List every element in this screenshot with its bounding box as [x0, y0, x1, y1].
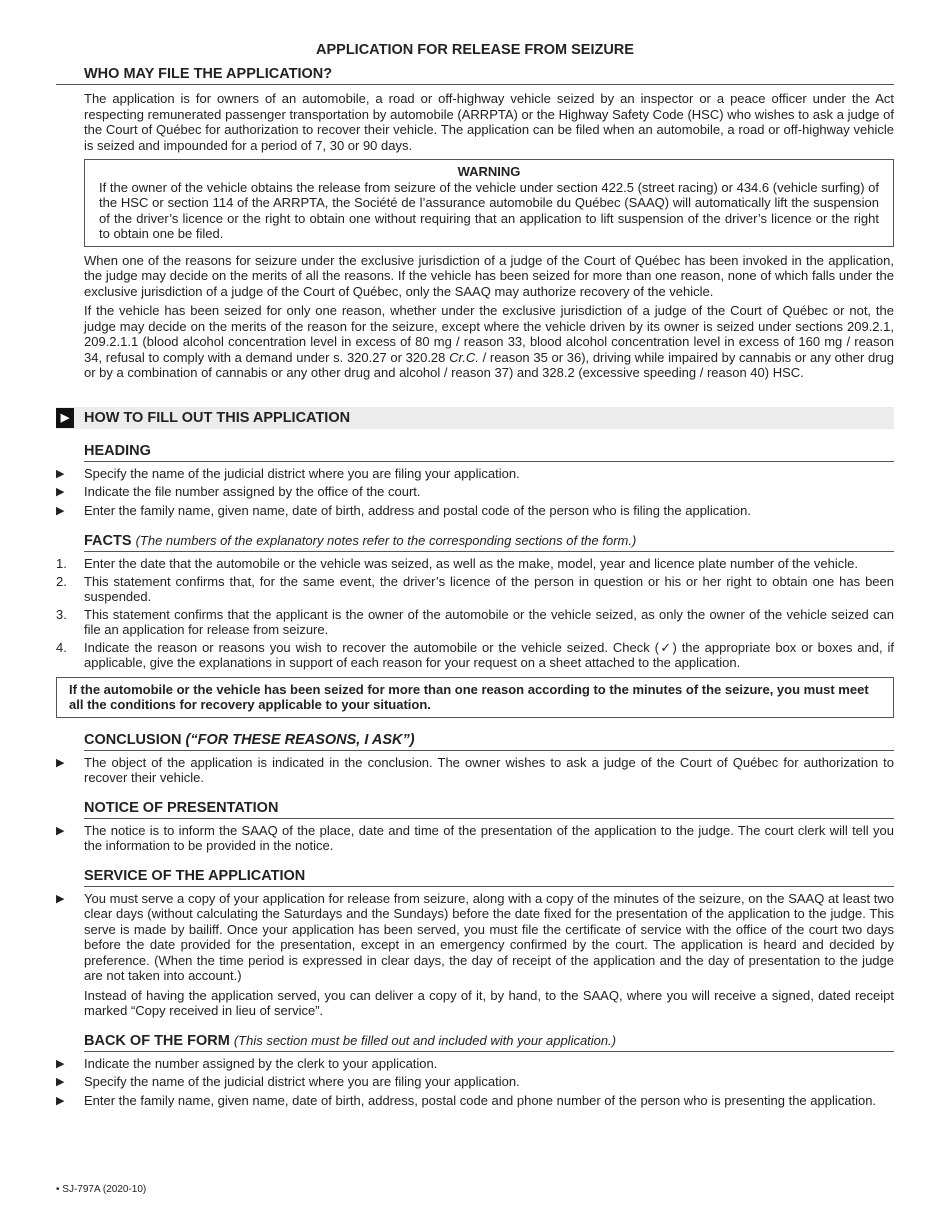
back-note: (This section must be filled out and included with your application.) — [233, 1032, 617, 1048]
who-paragraph-3-b: / reason 35 or 36), driving while impaired by cannabis or any other drug or by a combination of cannabis or any other drug and alcohol / reason 37) and 328.2 (excessive speeding / reason 40) HSC. — [84, 349, 894, 380]
facts-list — [56, 556, 894, 671]
list-item: ▶ The notice is to inform the SAAQ of the place, date and time of the presentation of the application to the judge. The court clerk will tell you the information to be provided in the notice. — [56, 822, 894, 853]
play-arrow-icon: ▶ — [56, 408, 74, 428]
warning-text: If the owner of the vehicle obtains the release from seizure of the vehicle under section 422.5 (street racing) or 434.6 (vehicle surfing) of the HSC or section 114 of the ARRPTA, the Société de l’assurance automobile du Québec (SAAQ) will automatically lift the suspension of the driver’s licence or the right to obtain one without requiring that an application to lift suspension of the driver’s licence or the right to obtain one be filed. — [99, 179, 879, 241]
service-list — [56, 891, 894, 984]
list-item: ▶ Enter the family name, given name, date of birth, address and postal code of the person who is filing the application. — [56, 502, 752, 518]
how-to-heading: HOW TO FILL OUT THIS APPLICATION — [84, 409, 351, 426]
who-paragraph-1: The application is for owners of an automobile, a road or off-highway vehicle seized by an inspector or a peace officer under the Act respecting remunerated passenger transportation by automobile (ARRPTA) or the Highway Safety Code (HSC) who wishes to ask a judge of the Court of Québec for authorization to recover their vehicle. The application can be filed when an automobile, a road or off-highway vehicle is seized and impounded for a period of 7, 30 or 90 days. — [84, 91, 894, 153]
heading-list — [56, 466, 894, 520]
list-item: ▶ You must serve a copy of your application for release from seizure, along with a copy of the minutes of the seizure, on the SAAQ at least two clear days (without calculating the Saturdays and the Sundays) before the date fixed for the presentation of the application to the judge. This serve is made by bailiff. Once your application has been served, you must file the certificate of service with the office of the court two days before the date provided for the presentation, except in an emergency confirmed by the court. The application is heard and decided by preference. (When the time period is expressed in clear days, the day of receipt of the application and the day of presentation to the judge are not taken into account.) — [56, 890, 894, 983]
facts-subsection-title: FACTS (The numbers of the explanatory notes refer to the corresponding sections of the form.) — [84, 533, 894, 552]
who-heading: WHO MAY FILE THE APPLICATION? — [56, 66, 894, 85]
list-item: 1. Enter the date that the automobile or the vehicle was seized, as well as the make, model, year and licence plate number of the vehicle. — [56, 556, 858, 571]
criminal-code-abbrev: Cr.C. — [449, 349, 479, 365]
list-item: 3. This statement confirms that the applicant is the owner of the automobile or the vehicle seized, as only the owner of the vehicle seized can file an application for release from seizure. — [56, 606, 894, 637]
who-paragraph-3-a: If the vehicle has been seized for only one reason, whether under the exclusive jurisdiction of a judge of the Court of Québec or not, the judge may decide on the merits of the reason for the seizure, except where the vehicle driven by its owner is seized under sections 209.2.1, 209.2.1.1 (blood alcohol concentration level in excess of 80 mg / reason 33, blood alcohol concentration level in excess of 160 mg / reason 34, refusal to comply with a demand under s. 320.27 or 320.28 — [84, 303, 894, 365]
bullet-arrow-icon: ▶ — [56, 504, 65, 517]
list-item: ▶ Indicate the file number assigned by the office of the court. — [56, 484, 421, 499]
list-item: ▶ The object of the application is indicated in the conclusion. The owner wishes to ask a judge of the Court of Québec for authorization to recover their vehicle. — [56, 754, 894, 785]
list-item: ▶ Specify the name of the judicial district where you are filing your application. — [56, 465, 520, 481]
who-paragraph-3 — [84, 303, 894, 381]
bullet-arrow-icon: ▶ — [56, 1094, 65, 1107]
list-item: ▶ Enter the family name, given name, date of birth, address, postal code and phone number of the person who is presenting the application. — [56, 1092, 877, 1108]
conclusion-subsection-title: CONCLUSION (“FOR THESE REASONS, I ASK”) — [84, 732, 894, 751]
notice-subsection-title: NOTICE OF PRESENTATION — [84, 800, 894, 819]
bullet-arrow-icon: ▶ — [56, 467, 65, 480]
bullet-arrow-icon: ▶ — [56, 1057, 65, 1070]
facts-box-note: If the automobile or the vehicle has been seized for more than one reason according to the minutes of the seizure, you must meet all the conditions for recovery applicable to your situation. — [56, 677, 894, 718]
list-item: ▶ Specify the name of the judicial district where you are filing your application. — [56, 1074, 520, 1089]
bullet-arrow-icon: ▶ — [56, 756, 65, 769]
list-item: 4. Indicate the reason or reasons you wish to recover the automobile or the vehicle seized. Check (✓) the appropriate box or boxes and, if applicable, give the explanations in support of each reason for your request on a sheet attached to the application. — [56, 639, 894, 670]
facts-note: (The numbers of the explanatory notes refer to the corresponding sections of the form.) — [135, 533, 637, 548]
heading-subsection-title: HEADING — [84, 443, 894, 462]
notice-list — [56, 823, 894, 854]
service-extra-paragraph: Instead of having the application served, you can deliver a copy of it, by hand, to the SAAQ, where you will receive a signed, dated receipt marked “Copy received in lieu of service”. — [84, 987, 894, 1018]
back-subsection-title: BACK OF THE FORM (This section must be filled out and included with your application.) — [84, 1033, 894, 1052]
document-title: APPLICATION FOR RELEASE FROM SEIZURE — [316, 42, 634, 58]
back-list — [56, 1056, 894, 1110]
warning-title: WARNING — [457, 164, 521, 179]
how-to-section-bar — [56, 407, 894, 429]
bullet-arrow-icon: ▶ — [56, 892, 65, 905]
service-subsection-title: SERVICE OF THE APPLICATION — [84, 868, 894, 887]
who-paragraph-2: When one of the reasons for seizure under the exclusive jurisdiction of a judge of the Court of Québec has been invoked in the application, the judge may decide on the merits of all the reasons. If the vehicle has been seized for more than one reason, none of which falls under the exclusive jurisdiction of a judge of the Court of Québec, only the SAAQ may authorize recovery of the vehicle. — [84, 252, 894, 299]
warning-box — [84, 159, 894, 247]
bullet-arrow-icon: ▶ — [56, 824, 65, 837]
form-code-footer: • SJ-797A (2020-10) — [56, 1184, 147, 1195]
conclusion-list — [56, 755, 894, 786]
list-item: 2. This statement confirms that, for the same event, the driver’s licence of the person in question or his or her right to obtain one has been suspended. — [56, 573, 894, 604]
list-item: ▶ Indicate the number assigned by the clerk to your application. — [56, 1055, 438, 1071]
bullet-arrow-icon: ▶ — [56, 486, 65, 498]
bullet-arrow-icon: ▶ — [56, 1076, 65, 1088]
